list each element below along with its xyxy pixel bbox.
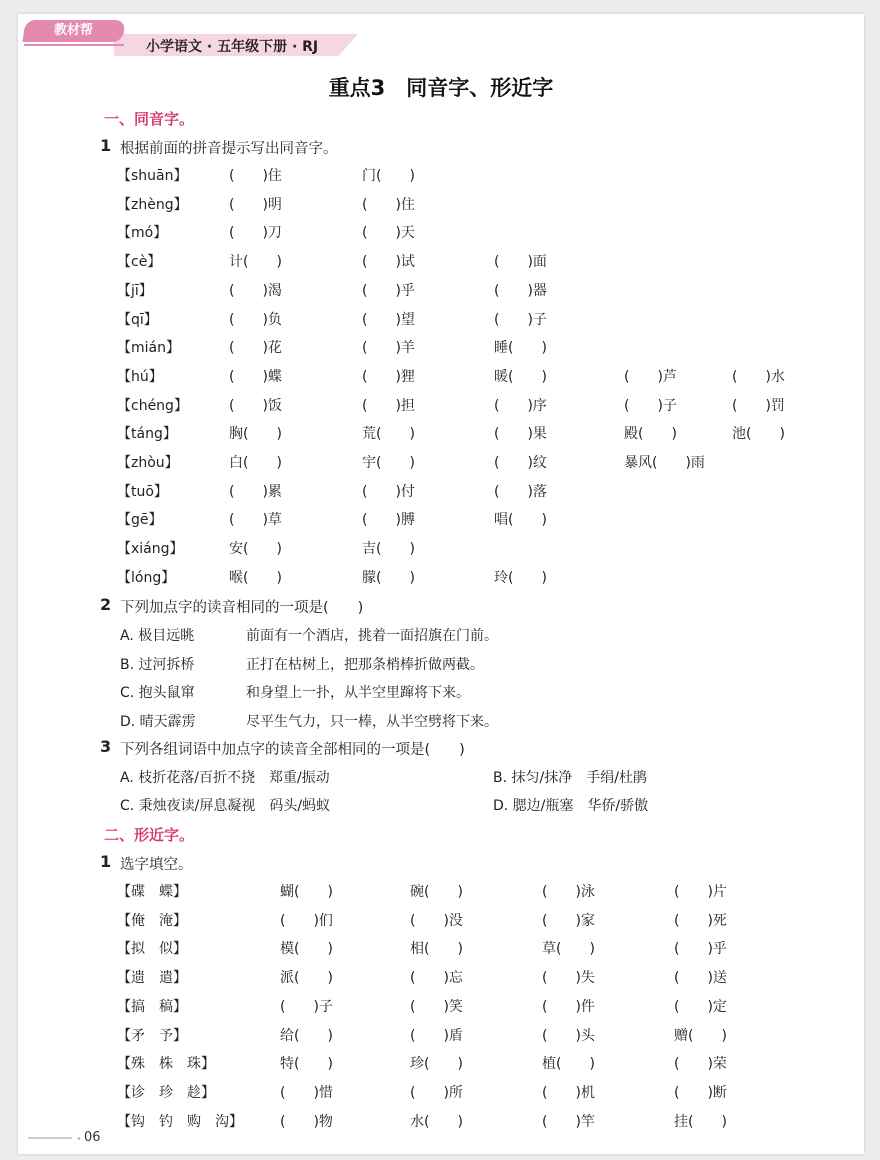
fill-blank: ( )天 (362, 225, 415, 242)
fill-blank: 计( ) (229, 254, 282, 271)
fill-blank: ( )住 (362, 196, 415, 213)
fill-blank: ( )明 (229, 196, 282, 213)
book-title: 小学语文 · 五年级下册 · RJ (146, 39, 319, 55)
page-title: 重点3 同音字、形近字 (328, 76, 554, 100)
fill-blank: 门( ) (362, 168, 415, 184)
fill-blank: ( )花 (229, 340, 282, 357)
question-text: 选字填空。 (120, 857, 193, 873)
fill-blank: 喉( ) (229, 569, 282, 586)
pinyin-label: 【shuān】 (117, 168, 188, 184)
pinyin-label: 【mián】 (117, 340, 180, 357)
fill-blank: ( )家 (542, 912, 595, 929)
option-label: D. 晴天霹雳 (120, 714, 196, 731)
option-label: B. 过河拆桥 (120, 656, 195, 673)
fill-blank: ( )渴 (229, 282, 282, 299)
char-group-label: 【俺 淹】 (117, 912, 187, 929)
fill-blank: 特( ) (280, 1056, 333, 1073)
brand-tag (22, 20, 125, 42)
fill-blank: ( )失 (542, 970, 595, 987)
fill-blank: 草( ) (542, 941, 595, 958)
pinyin-label: 【mó】 (117, 225, 168, 242)
fill-blank: ( )序 (494, 397, 547, 414)
pinyin-label: 【zhèng】 (117, 196, 188, 213)
question-number: 2 (100, 595, 112, 614)
fill-blank: ( )羊 (362, 340, 415, 357)
option-sentence: 前面有一个酒店，挑着一面招旗在门前。 (246, 628, 498, 644)
fill-blank: ( )刀 (229, 225, 282, 242)
pinyin-label: 【lóng】 (117, 569, 176, 586)
fill-blank: 睡( ) (494, 340, 547, 357)
fill-blank: ( )荣 (674, 1056, 727, 1073)
pinyin-label: 【zhòu】 (117, 455, 179, 471)
fill-blank: ( )竿 (542, 1113, 595, 1130)
fill-blank: 唱( ) (494, 512, 547, 529)
fill-blank: 殿( ) (624, 426, 677, 443)
pinyin-label: 【xiáng】 (117, 541, 184, 558)
fill-blank: ( )面 (494, 254, 547, 271)
fill-blank: 珍( ) (410, 1056, 463, 1073)
option-sentence: 尽平生气力，只一棒，从半空劈将下来。 (246, 714, 498, 731)
option-text: C. 秉烛夜读/屏息凝视 码头/蚂蚁 (120, 798, 331, 814)
option-text: A. 枝折花落/百折不挠 郑重/振动 (120, 770, 330, 786)
question-number: 3 (100, 737, 112, 756)
page-number: 06 (84, 1130, 101, 1145)
fill-blank: 相( ) (410, 941, 463, 958)
fill-blank: ( )住 (229, 168, 282, 184)
fill-blank: ( )水 (732, 368, 785, 385)
fill-blank: ( )盾 (410, 1027, 463, 1044)
char-group-label: 【拟 似】 (117, 941, 187, 958)
fill-blank: 水( ) (410, 1113, 463, 1130)
question-text: 下列加点字的读音相同的一项是( ) (120, 600, 364, 616)
fill-blank: ( )饭 (229, 397, 282, 414)
option-label: C. 抱头鼠窜 (120, 685, 195, 702)
footer-line (28, 1137, 72, 1139)
fill-blank: ( )担 (362, 397, 415, 414)
fill-blank: 暖( ) (494, 368, 547, 385)
option-sentence: 正打在枯树上，把那条梢棒折做两截。 (246, 656, 484, 673)
fill-blank: 模( ) (280, 941, 333, 958)
option-sentence: 和身望上一扑，从半空里蹿将下来。 (246, 685, 470, 702)
pinyin-label: 【chéng】 (117, 397, 188, 414)
fill-blank: ( )死 (674, 912, 727, 929)
fill-blank: 吉( ) (362, 541, 415, 558)
fill-blank: 玲( ) (494, 569, 547, 586)
fill-blank: ( )器 (494, 282, 547, 299)
question-number: 1 (100, 852, 112, 871)
fill-blank: ( )机 (542, 1084, 595, 1101)
fill-blank: 胸( ) (229, 426, 282, 443)
option-label: A. 极目远眺 (120, 628, 195, 644)
fill-blank: ( )惜 (280, 1084, 333, 1101)
brand-label: 教材帮 (54, 23, 94, 38)
fill-blank: ( )件 (542, 998, 595, 1015)
fill-blank: ( )芦 (624, 368, 677, 385)
fill-blank: ( )纹 (494, 455, 547, 471)
fill-blank: 碗( ) (410, 884, 463, 900)
fill-blank: 赠( ) (674, 1027, 727, 1044)
pinyin-label: 【táng】 (117, 426, 177, 443)
fill-blank: ( )膊 (362, 512, 415, 529)
fill-blank: ( )送 (674, 970, 727, 987)
fill-blank: ( )草 (229, 512, 282, 529)
char-group-label: 【搞 稿】 (117, 998, 187, 1015)
fill-blank: 池( ) (732, 426, 785, 443)
fill-blank: ( )狸 (362, 368, 415, 385)
section1-heading: 一、同音字。 (104, 110, 195, 128)
fill-blank: ( )付 (362, 483, 415, 500)
fill-blank: 蝴( ) (280, 884, 333, 900)
question-number: 1 (100, 136, 112, 155)
fill-blank: ( )子 (624, 397, 677, 414)
fill-blank: ( )断 (674, 1084, 727, 1101)
char-group-label: 【诊 珍 趁】 (117, 1084, 215, 1101)
header-line (24, 44, 124, 46)
fill-blank: 白( ) (229, 455, 282, 471)
fill-blank: ( )所 (410, 1084, 463, 1101)
fill-blank: ( )头 (542, 1027, 595, 1044)
fill-blank: ( )蝶 (229, 368, 282, 385)
fill-blank: ( )们 (280, 912, 333, 929)
pinyin-label: 【qī】 (117, 311, 158, 328)
char-group-label: 【殊 株 珠】 (117, 1056, 215, 1073)
fill-blank: 植( ) (542, 1056, 595, 1073)
section2-heading: 二、形近字。 (104, 826, 195, 844)
fill-blank: ( )负 (229, 311, 282, 328)
fill-blank: ( )忘 (410, 970, 463, 987)
pinyin-label: 【cè】 (117, 254, 162, 271)
fill-blank: 安( ) (229, 541, 282, 558)
fill-blank: ( )片 (674, 884, 727, 900)
fill-blank: ( )物 (280, 1113, 333, 1130)
char-group-label: 【碟 蝶】 (117, 884, 187, 900)
fill-blank: 朦( ) (362, 569, 415, 586)
fill-blank: 派( ) (280, 970, 333, 987)
fill-blank: ( )累 (229, 483, 282, 500)
question-text: 下列各组词语中加点字的读音全部相同的一项是( ) (120, 742, 465, 758)
option-text: D. 腮边/瓶塞 华侨/骄傲 (493, 798, 649, 814)
char-group-label: 【遗 遣】 (117, 970, 187, 987)
fill-blank: ( )落 (494, 483, 547, 500)
option-text: B. 抹匀/抹净 手绢/杜鹃 (493, 770, 647, 786)
fill-blank: ( )试 (362, 254, 415, 271)
fill-blank: ( )乎 (362, 282, 415, 299)
pinyin-label: 【hú】 (117, 368, 163, 385)
fill-blank: ( )果 (494, 426, 547, 443)
fill-blank: ( )罚 (732, 397, 785, 414)
char-group-label: 【钩 钓 购 沟】 (117, 1113, 243, 1130)
fill-blank: 宇( ) (362, 455, 415, 471)
char-group-label: 【矛 予】 (117, 1027, 187, 1044)
fill-blank: 荒( ) (362, 426, 415, 443)
fill-blank: ( )泳 (542, 884, 595, 900)
pinyin-label: 【jī】 (117, 282, 153, 299)
fill-blank: ( )定 (674, 998, 727, 1015)
fill-blank: ( )没 (410, 912, 463, 929)
footer-dot: • (76, 1134, 82, 1145)
fill-blank: ( )乎 (674, 941, 727, 958)
fill-blank: ( )子 (494, 311, 547, 328)
workbook-page (18, 14, 864, 1154)
fill-blank: ( )子 (280, 998, 333, 1015)
fill-blank: 挂( ) (674, 1113, 727, 1130)
pinyin-label: 【tuō】 (117, 483, 168, 500)
pinyin-label: 【gē】 (117, 512, 163, 529)
fill-blank: 给( ) (280, 1027, 333, 1044)
fill-blank: ( )望 (362, 311, 415, 328)
fill-blank: 暴风( )雨 (624, 455, 705, 471)
question-text: 根据前面的拼音提示写出同音字。 (120, 141, 338, 157)
fill-blank: ( )笑 (410, 998, 463, 1015)
